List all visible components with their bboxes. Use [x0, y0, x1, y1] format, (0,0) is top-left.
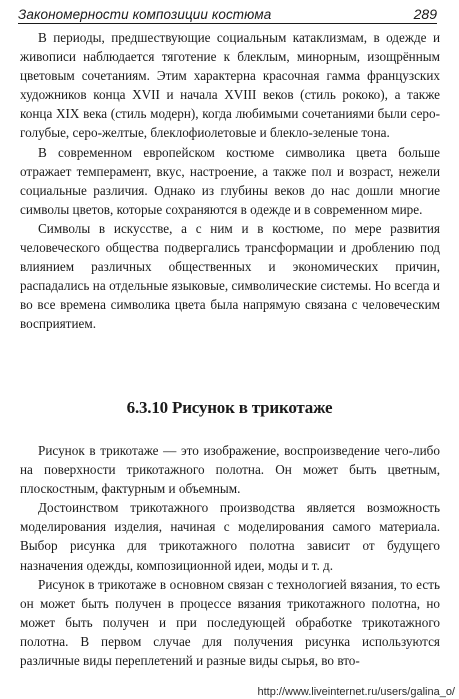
section-heading: 6.3.10 Рисунок в трикотаже — [126, 398, 333, 417]
paragraph: Символы в искусстве, а с ним и в костюме, по мере развития человеческого общества подвергались трансформации и дроблению под влиянием различных общественных и экономических причин, распадались на отдельные языковые, символические системы. Но всегда и во все времена символика цвета была напрямую связана с человеческим восприятием. — [20, 220, 440, 332]
page-number: 289 — [413, 6, 437, 22]
paragraph: В современном европейском костюме символика цвета больше отражает темперамент, вкус, настроение, а также пол и возраст, нежели социальные различия. Однако из глубины веков до нас дошли многие символы цветов, которые сохраняются в одежде и в современном мире. — [20, 144, 440, 217]
text-block-symbolism — [20, 28, 440, 334]
source-url-watermark: http://www.liveinternet.ru/users/galina_o/ — [257, 686, 455, 698]
paragraph: Рисунок в трикотаже — это изображение, воспроизведение чего-либо на поверхности трикотажного полотна. Он может быть цветным, плоскостным, фактурным и объемным. — [20, 443, 440, 497]
running-header — [18, 2, 437, 24]
paragraph: Рисунок в трикотаже в основном связан с технологией вязания, то есть он может быть получен в процессе вязания трикотажного полотна, но может быть получен и при последующей обработке трикотажного полотна. В первом случае для получения рисунка используются различные виды переплетений и разные виды сырья, во вто- — [20, 576, 440, 669]
paragraph: Достоинством трикотажного производства является возможность моделирования изделия, начиная с моделирования самого материала. Выбор рисунка для трикотажного полотна зависит от будущего назначения одежды, композиционной идеи, моды и т. д. — [20, 500, 440, 573]
text-block-knitwear — [20, 441, 440, 670]
paragraph: В периоды, предшествующие социальным катаклизмам, в одежде и живописи наблюдается тяготение к блеклым, минорным, изощрённым цветовым сочетаниям. Этим характерна красочная гамма французских художников конца XVII и начала XVIII веков (стиль рококо), а также конца XIX века (стиль модерн), когда любимыми сочетаниями были серо-голубые, серо-желтые, блеклофиолетовые и блекло-зеленые тона. — [20, 30, 440, 141]
running-title: Закономерности композиции костюма — [18, 7, 272, 22]
